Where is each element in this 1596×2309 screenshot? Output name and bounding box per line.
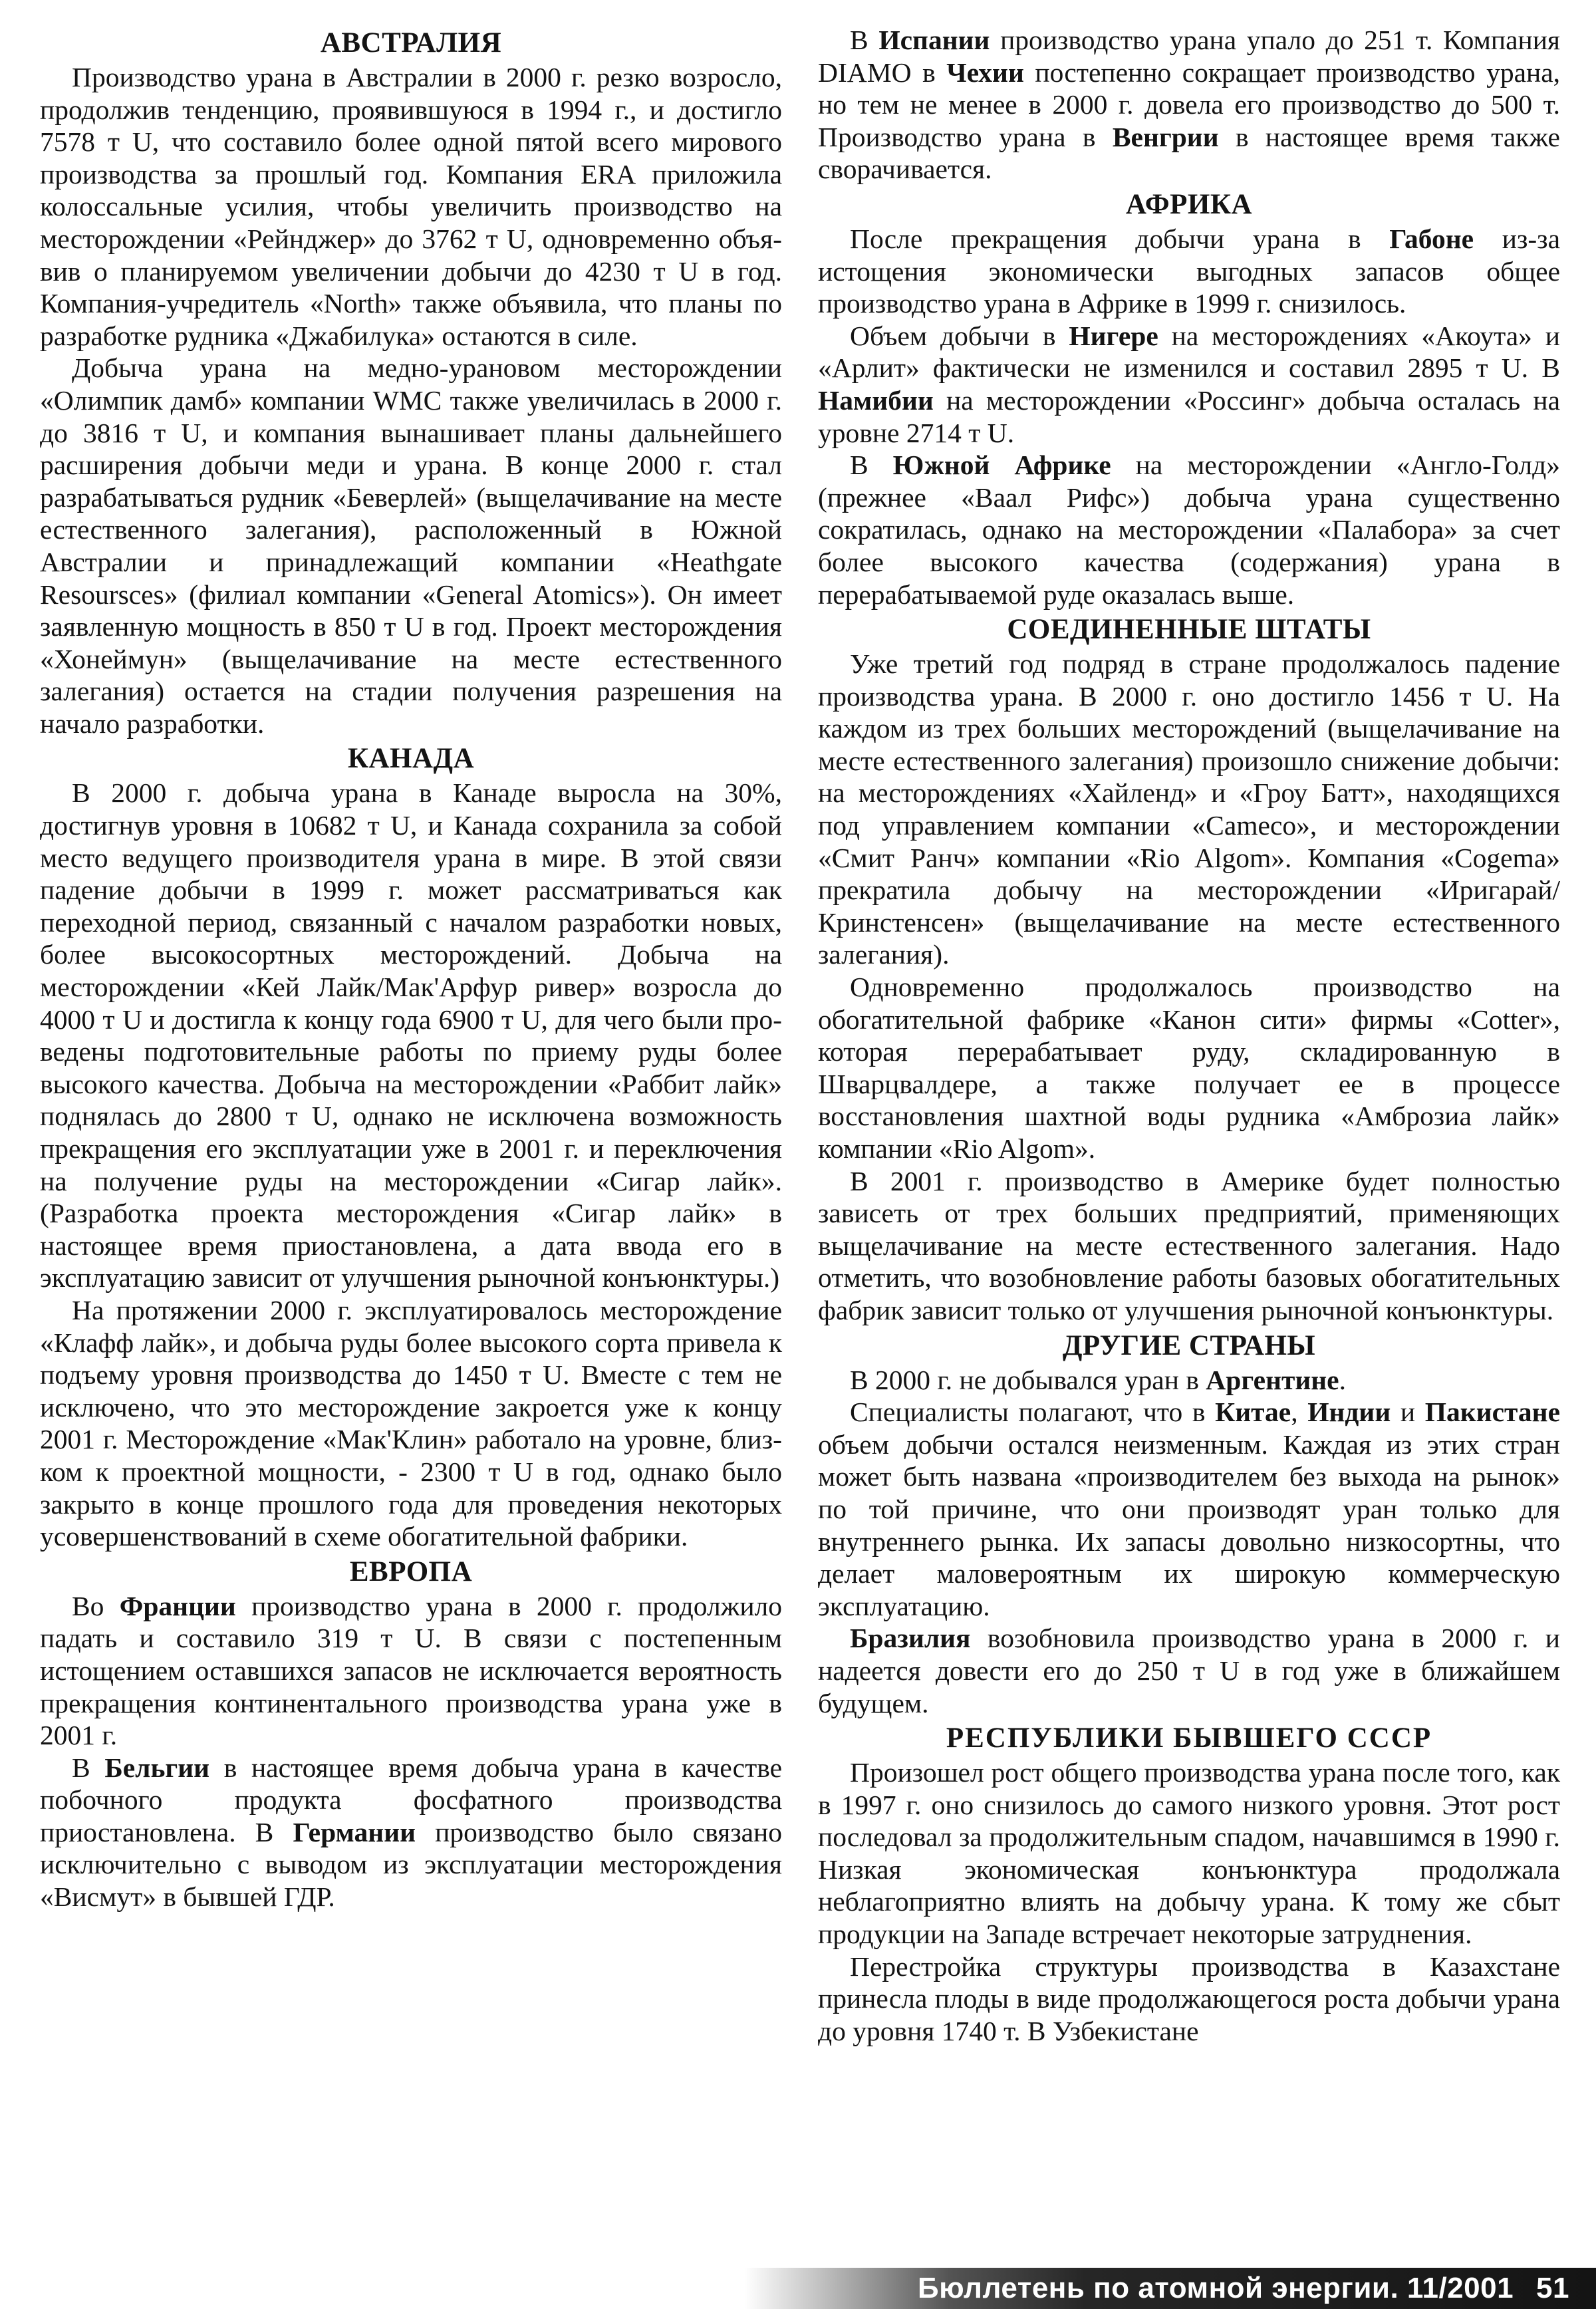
paragraph: В Испании производство урана упало до 251 т. Компания DIAMO в Чехии постепенно сокращает производство урана, но тем не менее в 2000 г. довела его производство до 500 т. Производство урана в Венгрии в настоящее время также сворачивается. — [818, 25, 1561, 185]
country-name: Германии — [293, 1816, 416, 1847]
country-name: Нигере — [1069, 320, 1158, 351]
paragraph: В 2001 г. производство в Америке будет полностью зависеть от трех больших предприятий, применяющих выщелачивание на месте естественного залегания. Надо отметить, что возобновление работы базовых обогатительных фабрик зависит только от улучшения рыночной конъюнктуры. — [818, 1165, 1560, 1325]
paragraph: Уже третий год подряд в стране продолжалось падение производства урана. В 2000 г. оно достигло 1456 т U. На каждом из трех больших месторождений (выщелачивание на месте естественного залегания) произошло снижение добычи: на месторождениях «Хайленд» и «Гроу Батт», находящихся под управлением компании «Cameco», и месторождении «Смит Ранч» компании «Rio Algom». Компания «Cogema» прекратила добычу на месторождении «Иригарай/Кринстенсен» (выщелачивание на месте естественного залегания). — [818, 648, 1560, 970]
country-name: Венгрии — [1112, 121, 1219, 152]
country-name: Бразилия — [850, 1623, 971, 1654]
paragraph: Добыча урана на медно-урановом месторождении «Олимпик дамб» компании WMC также увеличилась в 2000 г. до 3816 т U, и компания вынашивает планы дальнейшего расширения добычи меди и урана. В конце 2000 г. стал разрабатываться рудник «Беверлей» (выщелачивание на месте естественного залегания), расположенный в Южной Австралии и принадлежащий компании «Heathgate Resoursces» (филиал компании «General Atomics»). Он имеет заявленную мощность в 850 т U в год. Проект месторождения «Хонеймун» (выщелачивание на месте естественного залегания) остается на стадии получения разрешения на начало разработки. — [40, 352, 782, 739]
paragraph: Одновременно продолжалось производство на обогатительной фабрике «Канон сити» фирмы «Cotter», которая перерабатывает руду, складированную в Шварцвалдере, а также получает ее в процессе восстановления шахтной воды рудника «Амброзиа лайк» компании «Rio Algom». — [818, 972, 1560, 1164]
country-name: Индии — [1307, 1397, 1391, 1428]
country-name: Китае — [1215, 1397, 1291, 1428]
section-heading-usa: СОЕДИНЕННЫЕ ШТАТЫ — [1007, 614, 1371, 646]
section-heading-other-countries: ДРУГИЕ СТРАНЫ — [1062, 1329, 1316, 1361]
paragraph: В 2000 г. не добывался уран в Аргентине. — [850, 1364, 1346, 1395]
paragraph: Во Франции производство урана в 2000 г. продолжило падать и составило 319 т U. В связи с постепенным истощением оставшихся запасов не исключается вероятность прекращения континентального производства урана уже в 2001 г. — [40, 1590, 782, 1751]
paragraph: Специалисты полагают, что в Китае, Индии и Пакистане объем добычи остался неизменным. Каждая из этих стран может быть названа «производителем без выхода на рынок» по той причине, что они производят уран только для внутреннего рынка. Их запасы довольно низкосортны, что делает маловероятным их широкую коммерческую эксплуатацию. — [818, 1397, 1560, 1621]
country-name: Аргентине — [1206, 1364, 1339, 1395]
paragraph: Бразилия возобновила производство урана в 2000 г. и надеется довести его до 250 т U в год уже в ближайшем будущем. — [818, 1623, 1560, 1718]
country-name: Намибии — [818, 384, 934, 416]
paragraph: Произошел рост общего производства урана после того, как в 1997 г. оно снизилось до самого низкого уровня. Этот рост последовал за продолжительным спадом, начавшимся в 1990 г. Низкая экономическая конъюнктура продолжала неблагоприятно влиять на добычу урана. К тому же сбыт продукции на Западе встречает некоторые затруднения. — [818, 1757, 1560, 1950]
right-column — [818, 24, 1560, 2245]
section-heading-canada: КАНАДА — [347, 743, 475, 775]
country-name: Франции — [119, 1590, 236, 1621]
paragraph: В Южной Африке на месторождении «Англо-Голд» (прежнее «Ваал Рифс») добыча урана существенно сократилась, однако на месторождении «Палабора» за счет более высокого качества (содержания) урана в перерабатываемой руде оказалась выше. — [818, 450, 1560, 610]
left-column — [40, 24, 782, 2245]
footer-caption — [918, 2272, 1569, 2305]
journal-title: Бюллетень по атомной энергии. 11/2001 — [917, 2272, 1514, 2304]
article-page — [40, 24, 1560, 2245]
paragraph: Объем добычи в Нигере на месторождениях «Акоута» и «Арлит» фактически не изменился и составил 2895 т U. В Намибии на месторождении «Россинг» добыча осталась на уровне 2714 т U. — [818, 320, 1560, 448]
country-name: Бельгии — [104, 1752, 210, 1783]
country-name: Пакистане — [1424, 1397, 1560, 1428]
section-heading-australia: АВСТРАЛИЯ — [320, 27, 502, 59]
paragraph: Производство урана в Австралии в 2000 г. резко возросло, продолжив тенденцию, проявившуюся в 1994 г., и достигло 7578 т U, что составило более одной пятой всего мирового производства за прошлый год. Компания ERA приложила колоссальные усилия, чтобы увеличить производство на месторождении «Рейнджер» до 3762 т U, одновременно объявив о планируемом увеличении добычи до 4230 т U в год. Компания-учредитель «North» также объявила, что планы по разработке рудника «Джабилука» остаются в силе. — [40, 62, 782, 351]
country-name: Испании — [878, 25, 990, 55]
section-heading-europe: ЕВРОПА — [349, 1556, 473, 1587]
page-number: 51 — [1536, 2272, 1569, 2304]
paragraph: В Бельгии в настоящее время добыча урана в качестве побочного продукта фосфатного производства приостановлена. В Германии производство было связано исключительно с выводом из эксплуатации месторождения «Висмут» в бывшей ГДР. — [40, 1752, 782, 1913]
section-heading-former-ussr: РЕСПУБЛИКИ БЫВШЕГО СССР — [946, 1722, 1432, 1754]
section-heading-africa: АФРИКА — [1125, 188, 1253, 220]
country-name: Южной Африке — [892, 450, 1111, 481]
footer-banner — [745, 2268, 1596, 2309]
paragraph: После прекращения добычи урана в Габоне из-за истощения экономически выгодных запасов общее производство урана в Африке в 1999 г. снизилось. — [818, 223, 1560, 319]
country-name: Чехии — [946, 57, 1024, 88]
paragraph: В 2000 г. добыча урана в Канаде выросла на 30%, достигнув уровня в 10682 т U, и Канада сохранила за собой место ведущего производителя урана в мире. В этой связи падение добычи в 1999 г. может рассматриваться как переходной период, связанный с началом разработки новых, более высокосортных месторождений. Добыча на месторождении «Кей Лайк/Мак'Арфур ривер» возросла до 4000 т U и достигла к концу года 6900 т U, для чего были проведены подготовительные работы по приему руды более высокого качества. Добыча на месторождении «Раббит лайк» поднялась до 2800 т U, однако не исключена возможность прекращения его эксплуатации уже в 2001 г. и переключения на получение руды на месторождении «Сигар лайк». (Разработка проекта месторождения «Сигар лайк» в настоящее время приостановлена, а дата ввода его в эксплуатацию зависит от улучшения рыночной конъюнктуры.) — [40, 777, 782, 1293]
paragraph: На протяжении 2000 г. эксплуатировалось месторождение «Клафф лайк», и добыча руды более высокого сорта привела к подъему уровня производства до 1450 т U. Вместе с тем не исключено, что это месторождение закроется уже к концу 2001 г. Месторождение «Мак'Клин» работало на уровне, близком к проектной мощности, - 2300 т U в год, однако было закрыто в конце прошлого года для проведения некоторых усовершенствований в схеме обогатительной фабрики. — [40, 1294, 782, 1552]
country-name: Габоне — [1389, 223, 1474, 254]
paragraph: Перестройка структуры производства в Казахстане принесла плоды в виде продолжающегося роста добычи урана до уровня 1740 т. В Узбекистане — [818, 1951, 1560, 2046]
